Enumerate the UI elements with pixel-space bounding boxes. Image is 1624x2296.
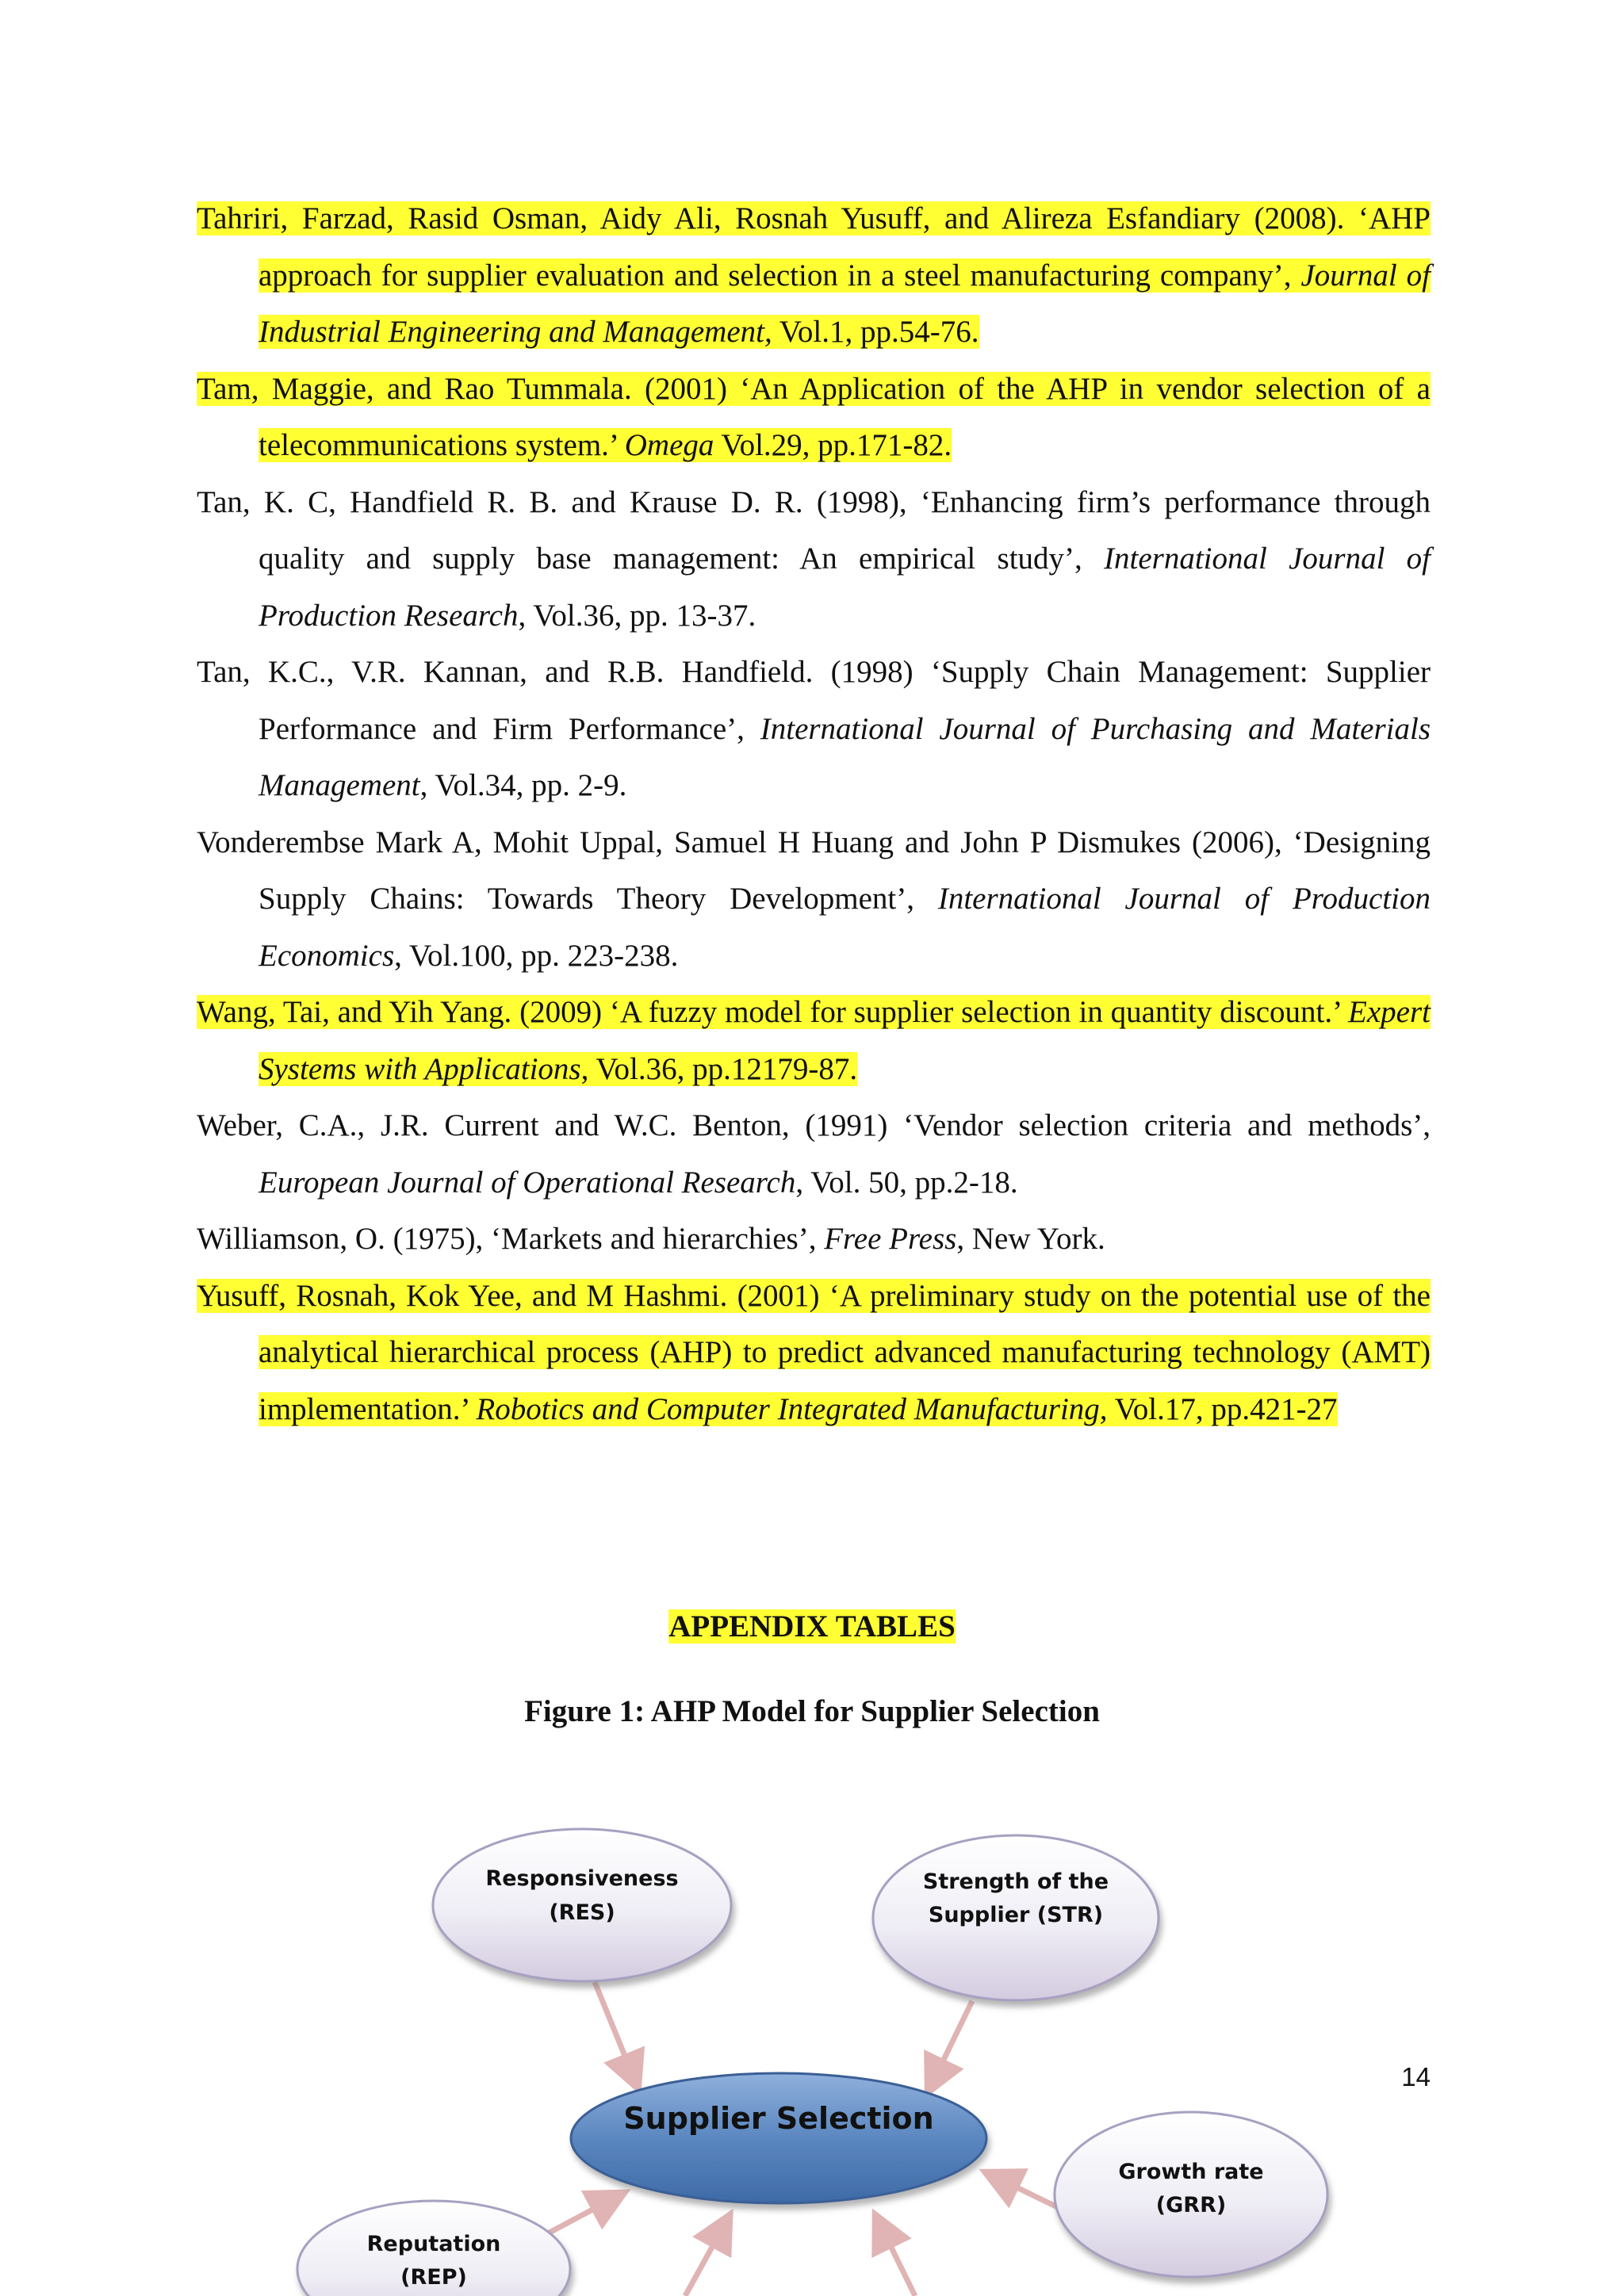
node-responsiveness-line2: (RES) xyxy=(549,1900,615,1925)
node-reputation-line2: (REP) xyxy=(400,2265,467,2290)
journal-title: Robotics and Computer Integrated Manufacturing, xyxy=(476,1391,1108,1426)
reference-segment: , Vol.36, pp. 13-37. xyxy=(518,598,756,633)
page-number: 14 xyxy=(1401,2062,1431,2091)
reference-segment: Wang, Tai, and Yih Yang. (2009) ‘A fuzzy model for supplier selection in quantity discount.’ xyxy=(197,995,1349,1029)
journal-title: International Journal of Production Research xyxy=(259,541,1431,633)
reference-segment: Tan, K. C, Handfield R. B. and Krause D. R. (1998), ‘Enhancing firm’s performance through quality and supply base management: An empirical study’, xyxy=(197,484,1431,576)
reference-segment: Tan, K.C., V.R. Kannan, and R.B. Handfield. (1998) ‘Supply Chain Management: Supplier Performance and Firm Performance’, xyxy=(197,655,1431,746)
node-growth-rate xyxy=(1055,2112,1327,2277)
reference-segment: , Vol. 50, pp.2-18. xyxy=(795,1165,1018,1200)
journal-title: European Journal of Operational Research xyxy=(259,1165,796,1200)
node-reputation xyxy=(297,2201,570,2296)
reference-segment: Tahriri, Farzad, Rasid Osman, Aidy Ali, Rosnah Yusuff, and Alireza Esfandiary (2008). ‘AHP approach for supplier evaluation and selection in a steel manufacturing company’, xyxy=(197,201,1431,293)
reference-segment: Vol.17, pp.421-27 xyxy=(1107,1391,1338,1426)
reference-segment: Vol.1, pp.54-76. xyxy=(772,315,979,349)
reference-segment: , New York. xyxy=(956,1222,1105,1256)
reference-segment: , Vol.100, pp. 223-238. xyxy=(394,938,679,973)
arrow-lower-left-to-center xyxy=(685,2218,728,2296)
node-strength-line2: Supplier (STR) xyxy=(928,1903,1104,1927)
reference-segment: , Vol.34, pp. 2-9. xyxy=(419,768,627,802)
node-responsiveness xyxy=(433,1829,731,1981)
journal-title: Expert Systems with Applications xyxy=(259,995,1431,1086)
center-label: Supplier Selection xyxy=(623,2101,934,2136)
node-responsiveness-line1: Responsiveness xyxy=(485,1866,679,1891)
reference-segment: , Vol.36, pp.12179-87. xyxy=(580,1051,858,1086)
reference-segment: Vol.29, pp.171-82. xyxy=(714,428,952,462)
reference-segment: Weber, C.A., J.R. Current and W.C. Benton, (1991) ‘Vendor selection criteria and methods’, xyxy=(197,1108,1431,1142)
journal-title: International Journal of Purchasing and Materials Management xyxy=(259,711,1431,802)
figure-title: Figure 1: AHP Model for Supplier Selection xyxy=(524,1694,1100,1728)
appendix-heading-text: APPENDIX TABLES xyxy=(668,1609,956,1644)
reference-segment: Tam, Maggie, and Rao Tummala. (2001) ‘An Application of the AHP in vendor selection of a telecommunications system.’ xyxy=(197,371,1431,462)
arrow-rep-to-center xyxy=(546,2195,621,2234)
arrow-lower-right-to-center xyxy=(877,2218,915,2296)
reference-segment: Williamson, O. (1975), ‘Markets and hierarchies’, xyxy=(197,1222,825,1256)
node-supplier-selection xyxy=(571,2073,986,2203)
reference-segment: Yusuff, Rosnah, Kok Yee, and M Hashmi. (2001) ‘A preliminary study on the potential use of the analytical hierarchical process (AHP) to predict advanced manufacturing technology (AMT) implementation.’ xyxy=(197,1278,1431,1426)
node-growth-line2: (GRR) xyxy=(1155,2193,1227,2218)
journal-title: Omega xyxy=(624,428,714,462)
node-strength-of-supplier xyxy=(873,1835,1159,2000)
arrow-res-to-center xyxy=(595,1982,637,2085)
node-growth-line1: Growth rate xyxy=(1118,2160,1264,2184)
journal-title: Journal of Industrial Engineering and Management, xyxy=(259,258,1431,349)
node-reputation-line1: Reputation xyxy=(366,2232,501,2256)
reference-segment: Vonderembse Mark A, Mohit Uppal, Samuel H Huang and John P Dismukes (2006), ‘Designing Supply Chains: Towards Theory Development’, xyxy=(197,825,1431,916)
journal-title: Free Press xyxy=(824,1222,957,1256)
journal-title: International Journal of Production Economics xyxy=(259,882,1431,973)
arrow-str-to-center xyxy=(929,2001,972,2089)
node-strength-line1: Strength of the xyxy=(922,1869,1109,1894)
